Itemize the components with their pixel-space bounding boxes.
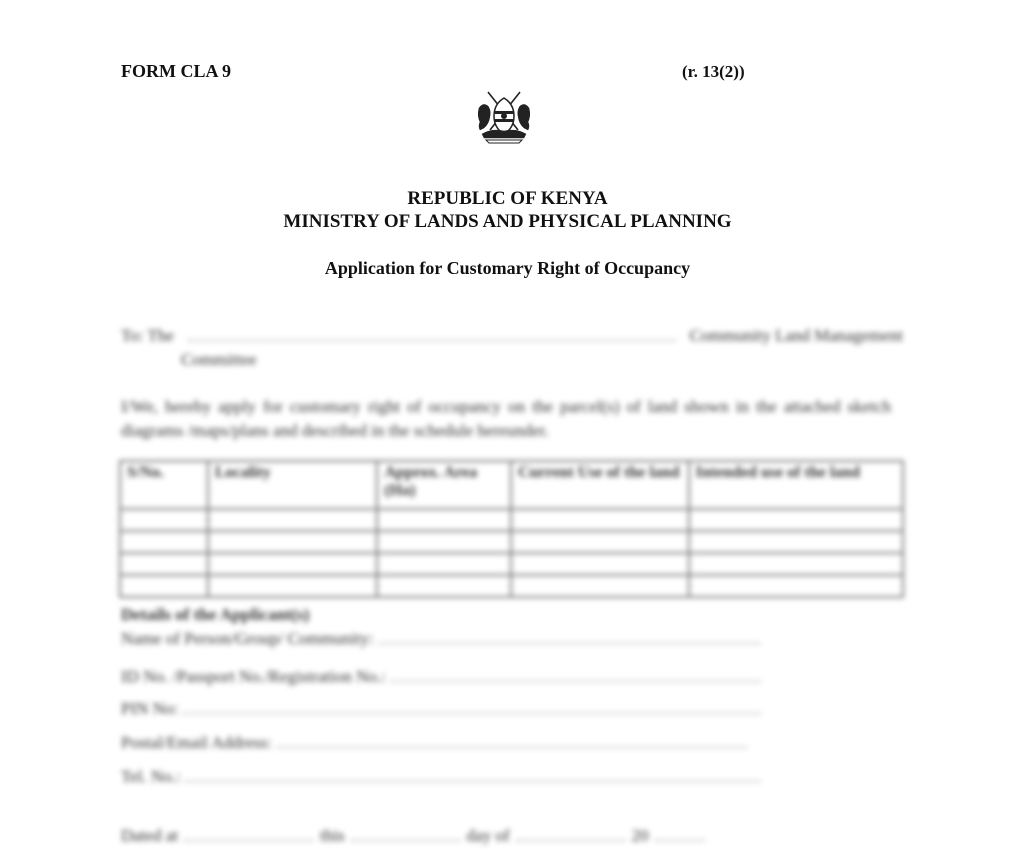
table-cell[interactable] bbox=[120, 509, 208, 531]
table-row bbox=[120, 509, 903, 531]
pin-field[interactable] bbox=[121, 699, 761, 719]
month-field[interactable] bbox=[516, 830, 626, 841]
field-label: Name of Person/Group/ Community: bbox=[121, 629, 374, 648]
table-cell[interactable] bbox=[689, 531, 903, 553]
table-cell[interactable] bbox=[120, 531, 208, 553]
form-number: FORM CLA 9 bbox=[121, 61, 231, 81]
column-header: Intended use of the land bbox=[689, 461, 903, 509]
telephone-field[interactable] bbox=[121, 767, 761, 787]
column-header: Approx. Area (Ha) bbox=[377, 461, 511, 509]
column-header: Current Use of the land bbox=[511, 461, 689, 509]
country-heading: REPUBLIC OF KENYA bbox=[407, 188, 608, 209]
table-cell[interactable] bbox=[120, 575, 208, 597]
table-cell[interactable] bbox=[208, 575, 378, 597]
table-row bbox=[120, 553, 903, 575]
column-header: Locality bbox=[208, 461, 378, 509]
kenya-coat-of-arms-icon bbox=[474, 86, 534, 146]
table-cell[interactable] bbox=[511, 531, 689, 553]
year-field[interactable] bbox=[655, 830, 705, 841]
table-cell[interactable] bbox=[377, 553, 511, 575]
dated-prefix: Dated at bbox=[121, 826, 179, 845]
dated-day-of: day of bbox=[466, 826, 510, 845]
table-cell[interactable] bbox=[377, 575, 511, 597]
applicant-details-heading: Details of the Applicant(s) bbox=[121, 605, 310, 624]
dated-year-prefix: 20 bbox=[631, 826, 649, 845]
table-cell[interactable] bbox=[689, 553, 903, 575]
application-statement: I/We, hereby apply for customary right of occupancy on the parcel(s) of land shown in the attached sketch diagrams /maps/plans and described in the schedule hereunder. bbox=[121, 397, 891, 440]
table-cell[interactable] bbox=[689, 575, 903, 597]
table-cell[interactable] bbox=[511, 553, 689, 575]
field-label: Tel. No.: bbox=[121, 767, 181, 786]
field-label: ID No. /Passport No./Registration No.: bbox=[121, 667, 386, 686]
day-field[interactable] bbox=[351, 830, 461, 841]
name-field[interactable] bbox=[121, 629, 761, 649]
land-schedule-table bbox=[119, 460, 904, 598]
addressee-continuation: Committee bbox=[181, 350, 257, 369]
place-field[interactable] bbox=[184, 830, 314, 841]
ministry-heading: MINISTRY OF LANDS AND PHYSICAL PLANNING bbox=[283, 211, 732, 232]
field-label: Postal/Email Address: bbox=[121, 733, 272, 752]
column-header: S/No. bbox=[120, 461, 208, 509]
table-row bbox=[120, 575, 903, 597]
table-cell[interactable] bbox=[208, 531, 378, 553]
form-title: Application for Customary Right of Occupancy bbox=[324, 258, 691, 278]
table-cell[interactable] bbox=[208, 553, 378, 575]
rule-reference: (r. 13(2)) bbox=[682, 62, 745, 81]
dated-line bbox=[121, 826, 751, 846]
address-field[interactable] bbox=[121, 733, 761, 753]
field-label: PIN No: bbox=[121, 699, 179, 718]
table-cell[interactable] bbox=[208, 509, 378, 531]
dated-this: this bbox=[320, 826, 345, 845]
table-row bbox=[120, 531, 903, 553]
table-cell[interactable] bbox=[511, 575, 689, 597]
id-number-field[interactable] bbox=[121, 667, 761, 687]
table-cell[interactable] bbox=[377, 509, 511, 531]
table-cell[interactable] bbox=[377, 531, 511, 553]
addressee-line bbox=[121, 326, 903, 370]
table-cell[interactable] bbox=[511, 509, 689, 531]
table-cell[interactable] bbox=[689, 509, 903, 531]
addressee-suffix: Community Land Management bbox=[689, 326, 903, 345]
addressee-prefix: To: The bbox=[121, 326, 174, 345]
table-cell[interactable] bbox=[120, 553, 208, 575]
table-header-row bbox=[120, 461, 903, 509]
applicant-details bbox=[121, 605, 761, 787]
committee-name-field[interactable] bbox=[188, 328, 676, 341]
